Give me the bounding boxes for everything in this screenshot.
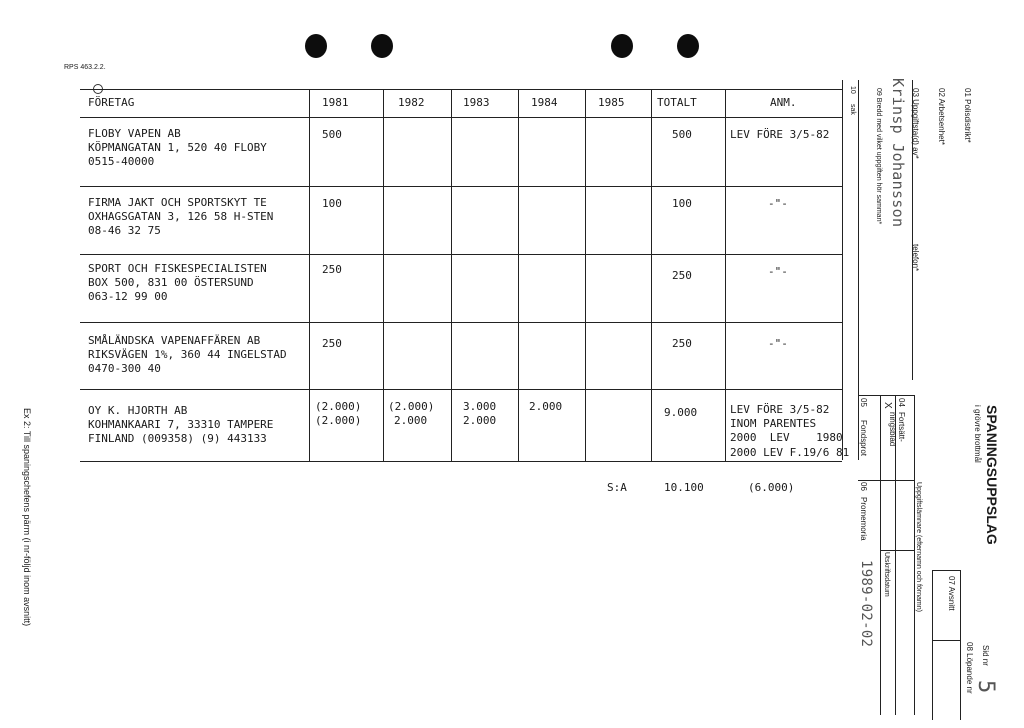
fondsprot-label: Fondsprot (859, 420, 868, 457)
company-phone: FINLAND (009358) (9) 443133 (88, 432, 267, 445)
value-1984: 2.000 (529, 400, 563, 413)
value-1983-b: 2.000 (463, 414, 497, 427)
value-1981-b: (2.000) (315, 414, 362, 427)
sum-total: 10.100 (664, 481, 704, 494)
value-total: 250 (672, 337, 692, 350)
value-total: 100 (672, 197, 692, 210)
value-1981: 100 (322, 197, 342, 210)
note-line-2: INOM PARENTES (730, 417, 817, 430)
header-1981: 1981 (322, 96, 349, 109)
note: LEV FÖRE 3/5-82 (730, 128, 830, 141)
field-08: 08 Löpande nr (965, 642, 974, 694)
sid-label: Sid nr (981, 645, 990, 666)
value-1981-a: (2.000) (315, 400, 362, 413)
value-total: 500 (672, 128, 692, 141)
company-address: RIKSVÄGEN 1%, 360 44 INGELSTAD (88, 348, 287, 361)
form-subtitle: i grövre brottmål (973, 405, 982, 463)
punch-hole-2 (371, 34, 393, 58)
note: -"- (768, 265, 788, 278)
promemoria-label: Promemoria (859, 497, 868, 541)
company-address: BOX 500, 831 00 ÖSTERSUND (88, 276, 254, 289)
field-03: 03 Uppgiftsta(d) av* (911, 88, 920, 159)
telefon-label: telefon* (911, 244, 920, 272)
punch-hole-1 (305, 34, 327, 58)
value-1982-b: 2.000 (394, 414, 428, 427)
value-1981: 500 (322, 128, 342, 141)
field-01: 01 Polisdistrikt* (963, 88, 972, 143)
company-address: KÖPMANGATAN 1, 520 40 FLOBY (88, 141, 267, 154)
value-total: 9.000 (664, 406, 698, 419)
field-02: 02 Arbetsenhet* (937, 88, 946, 145)
punch-hole-3 (611, 34, 633, 58)
utskriftsdatum-label: Utskriftsdatum (883, 552, 890, 597)
form-title: SPANINGSUPPSLAG (984, 405, 1000, 545)
header-note: ANM. (770, 96, 797, 109)
note-line-1: LEV FÖRE 3/5-82 (730, 403, 830, 416)
company-name: OY K. HJORTH AB (88, 404, 188, 417)
fortsatt-label: Fortsätt- (897, 412, 906, 442)
value-total: 250 (672, 269, 692, 282)
field-03-value: Krinsp Johansson (889, 78, 907, 228)
company-phone: 063-12 99 00 (88, 290, 168, 303)
sid-value: 5 (973, 680, 998, 694)
sum-label: S:A (607, 481, 627, 494)
company-phone: 08-46 32 75 (88, 224, 161, 237)
fortsatt-check[interactable]: X (882, 402, 893, 409)
header-1984: 1984 (531, 96, 558, 109)
uppgiftslamnare-label: Uppgiftslämnare (efternamn och förnamn) (915, 482, 922, 612)
field-10: 10 (849, 86, 856, 94)
company-name: SPORT OCH FISKESPECIALISTEN (88, 262, 267, 275)
header-1982: 1982 (398, 96, 425, 109)
header-1983: 1983 (463, 96, 490, 109)
field-07: 07 Avsnitt (947, 576, 956, 611)
form-code: RPS 463.2.2. (64, 64, 106, 71)
company-phone: 0470-300 40 (88, 362, 161, 375)
company-name: FIRMA JAKT OCH SPORTSKYT TE (88, 196, 267, 209)
note: -"- (768, 197, 788, 210)
sak-label: sak (849, 104, 856, 115)
value-1983-a: 3.000 (463, 400, 497, 413)
side-note: Ex 2: Till spaningschefens pärm (i nr-följd inom avsnitt) (22, 408, 32, 627)
company-name: SMÅLÄNDSKA VAPENAFFÄREN AB (88, 334, 261, 347)
header-1985: 1985 (598, 96, 625, 109)
company-address: OXHAGSGATAN 3, 126 58 H-STEN (88, 210, 274, 223)
note: -"- (768, 337, 788, 350)
value-1982-a: (2.000) (388, 400, 435, 413)
punch-hole-4 (677, 34, 699, 58)
value-1981: 250 (322, 263, 342, 276)
sum-note: (6.000) (748, 481, 795, 494)
datum-value: 1989-02-02 (858, 560, 874, 648)
company-address: KOHMANKAARI 7, 33310 TAMPERE (88, 418, 274, 431)
field-05: 05 (859, 398, 868, 407)
field-04: 04 (897, 398, 906, 407)
company-phone: 0515-40000 (88, 155, 155, 168)
field-06: 06 (859, 482, 868, 491)
header-company: FÖRETAG (88, 96, 135, 109)
note-line-3: 2000 LEV 1980 (730, 431, 843, 444)
header-total: TOTALT (657, 96, 697, 109)
field-09: 09 Bredd med vilket uppgiften hör samman* (875, 88, 882, 225)
ningsblad-label: ningsblad (888, 412, 897, 447)
value-1981: 250 (322, 337, 342, 350)
company-name: FLOBY VAPEN AB (88, 127, 181, 140)
note-line-4: 2000 LEV F.19/6 81 (730, 446, 850, 459)
